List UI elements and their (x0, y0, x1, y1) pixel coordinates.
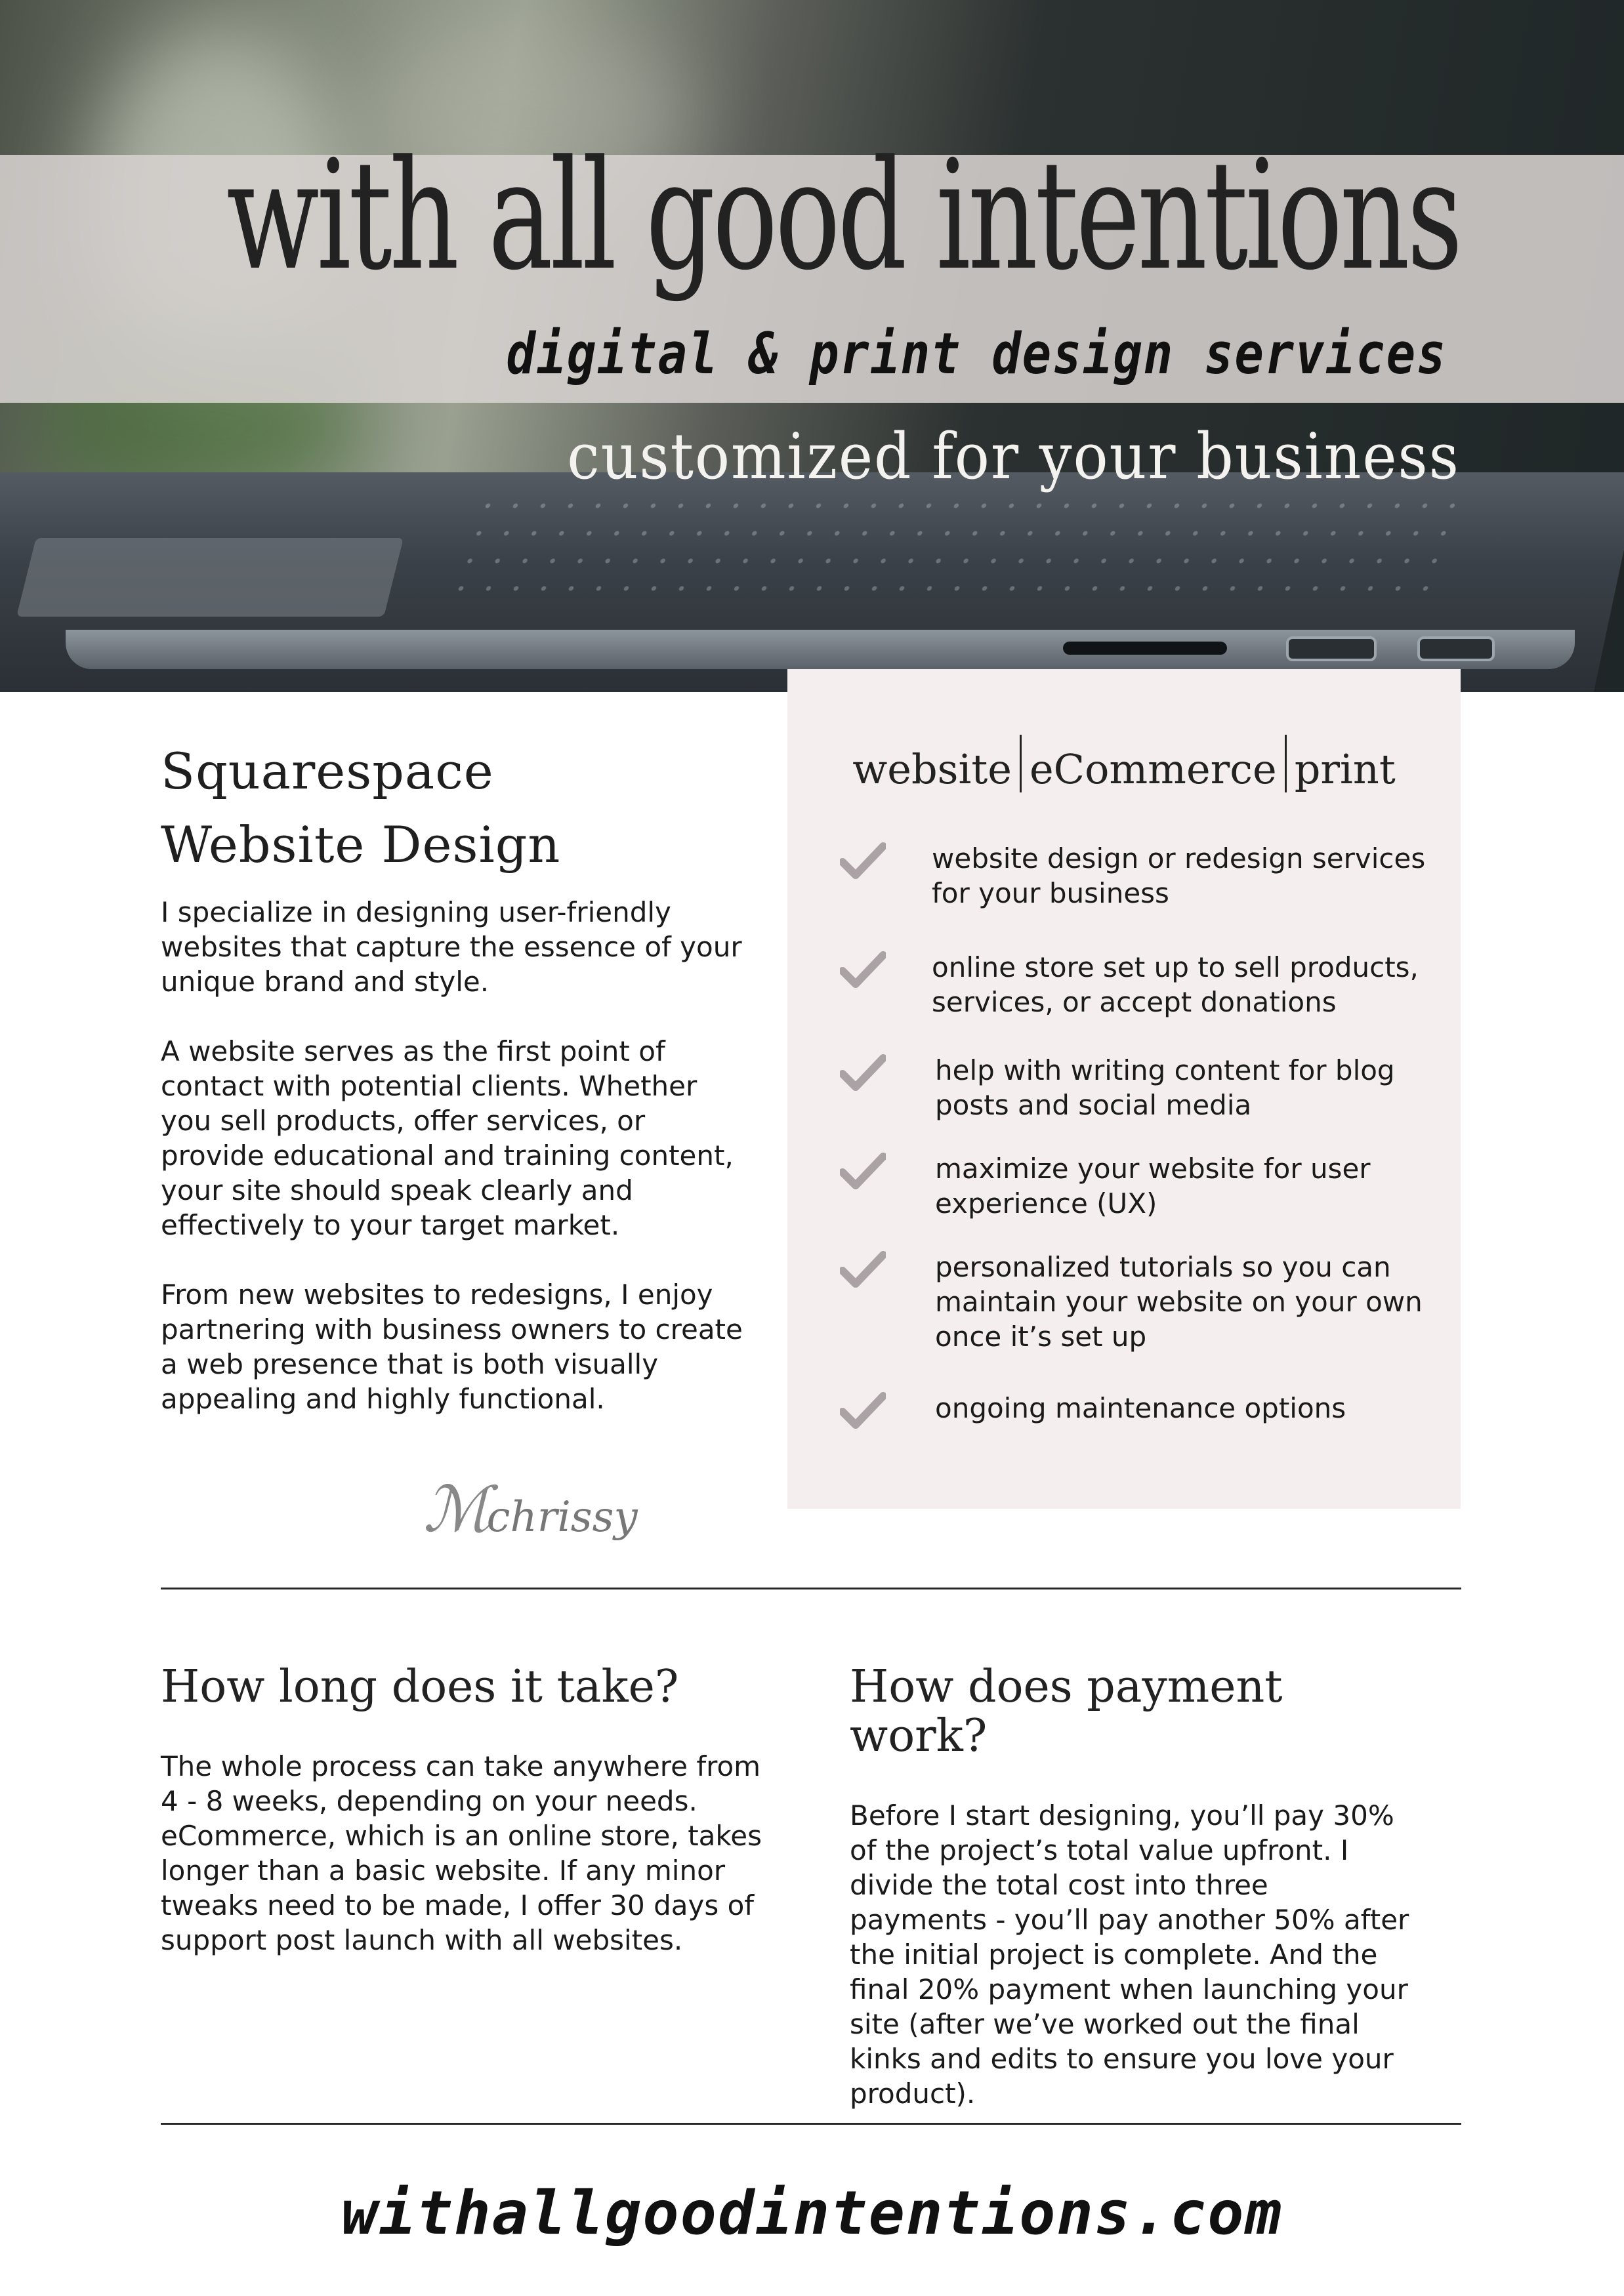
checkmark-icon (840, 950, 886, 989)
laptop-trackpad (16, 538, 404, 617)
checkmark-icon (840, 841, 886, 880)
laptop-port (1417, 636, 1495, 661)
intro-heading (161, 735, 751, 882)
laptop-port (1286, 636, 1377, 661)
service-item-text: ongoing maintenance options (935, 1392, 1346, 1424)
website-url[interactable]: withallgoodintentions.com (341, 2178, 1283, 2248)
service-item-text: online store set up to sell products, services, or accept donations (932, 951, 1419, 1018)
section-divider (161, 2123, 1461, 2125)
service-item-text: help with writing content for blog posts and social media (935, 1054, 1395, 1121)
service-item-text: website design or redesign services for your business (932, 842, 1426, 909)
faq-timing-answer: The whole process can take anywhere from 4 - 8 weeks, depending on your needs. eCommerce, which is an online store, takes longer than a basic website. If any minor tweaks need to be made, I offer 30 days of support post launch with all websites. (161, 1750, 762, 1956)
signature (423, 1473, 638, 1546)
intro-paragraph: From new websites to redesigns, I enjoy partnering with business owners to create a web presence that is both visually appealing and highly functional. (161, 1279, 743, 1415)
services-title (787, 735, 1461, 793)
divider (1020, 735, 1022, 792)
intro-paragraph: I specialize in designing user-friendly websites that capture the essence of your unique brand and style. (161, 896, 742, 998)
service-item-text: maximize your website for user experience (UX) (935, 1153, 1371, 1220)
checkmark-icon (840, 1053, 886, 1092)
hero-tagline: customized for your business (567, 420, 1460, 493)
faq-payment-answer: Before I start designing, you’ll pay 30% of the project’s total value upfront. I divide the total cost into three payments - you’ll pay another 50% after the initial project is complete. And the final 20% payment when launching your site (after we’ve worked out the final kinks and edits to ensure you love your product). (850, 1799, 1409, 2110)
faq-timing-question: How long does it take? (161, 1661, 679, 1713)
intro-section (161, 735, 751, 1451)
faq-payment (850, 1663, 1414, 2111)
signature-text: chrissy (486, 1493, 638, 1542)
checkmark-icon (840, 1250, 886, 1289)
service-item-text: personalized tutorials so you can maintain your website on your own once it’s set up (935, 1251, 1423, 1353)
faq-payment-question: How does payment work? (850, 1661, 1283, 1762)
intro-heading-line2: Website Design (161, 815, 561, 874)
services-title-ecommerce: eCommerce (1029, 745, 1277, 793)
hero-subtitle: digital & print design services (506, 321, 1447, 387)
laptop-keyboard (440, 492, 1463, 610)
checkmark-icon (840, 1391, 886, 1430)
intro-heading-line1: Squarespace (161, 742, 494, 800)
signature-flourish-icon: ℳ (423, 1473, 491, 1546)
faq-timing (161, 1663, 764, 1958)
services-title-website: website (852, 745, 1012, 793)
services-title-print: print (1294, 745, 1396, 793)
intro-paragraph: A website serves as the first point of contact with potential clients. Whether you sell products, offer services, or provide educational and training content, your site should speak clearly and effectively to your target market. (161, 1035, 734, 1241)
hero-banner (0, 0, 1624, 692)
hero-title: with all good intentions (226, 129, 1460, 304)
laptop-port (1063, 642, 1227, 655)
services-panel (787, 669, 1461, 1509)
section-divider (161, 1588, 1461, 1589)
checkmark-icon (840, 1151, 886, 1191)
divider (1285, 735, 1287, 792)
